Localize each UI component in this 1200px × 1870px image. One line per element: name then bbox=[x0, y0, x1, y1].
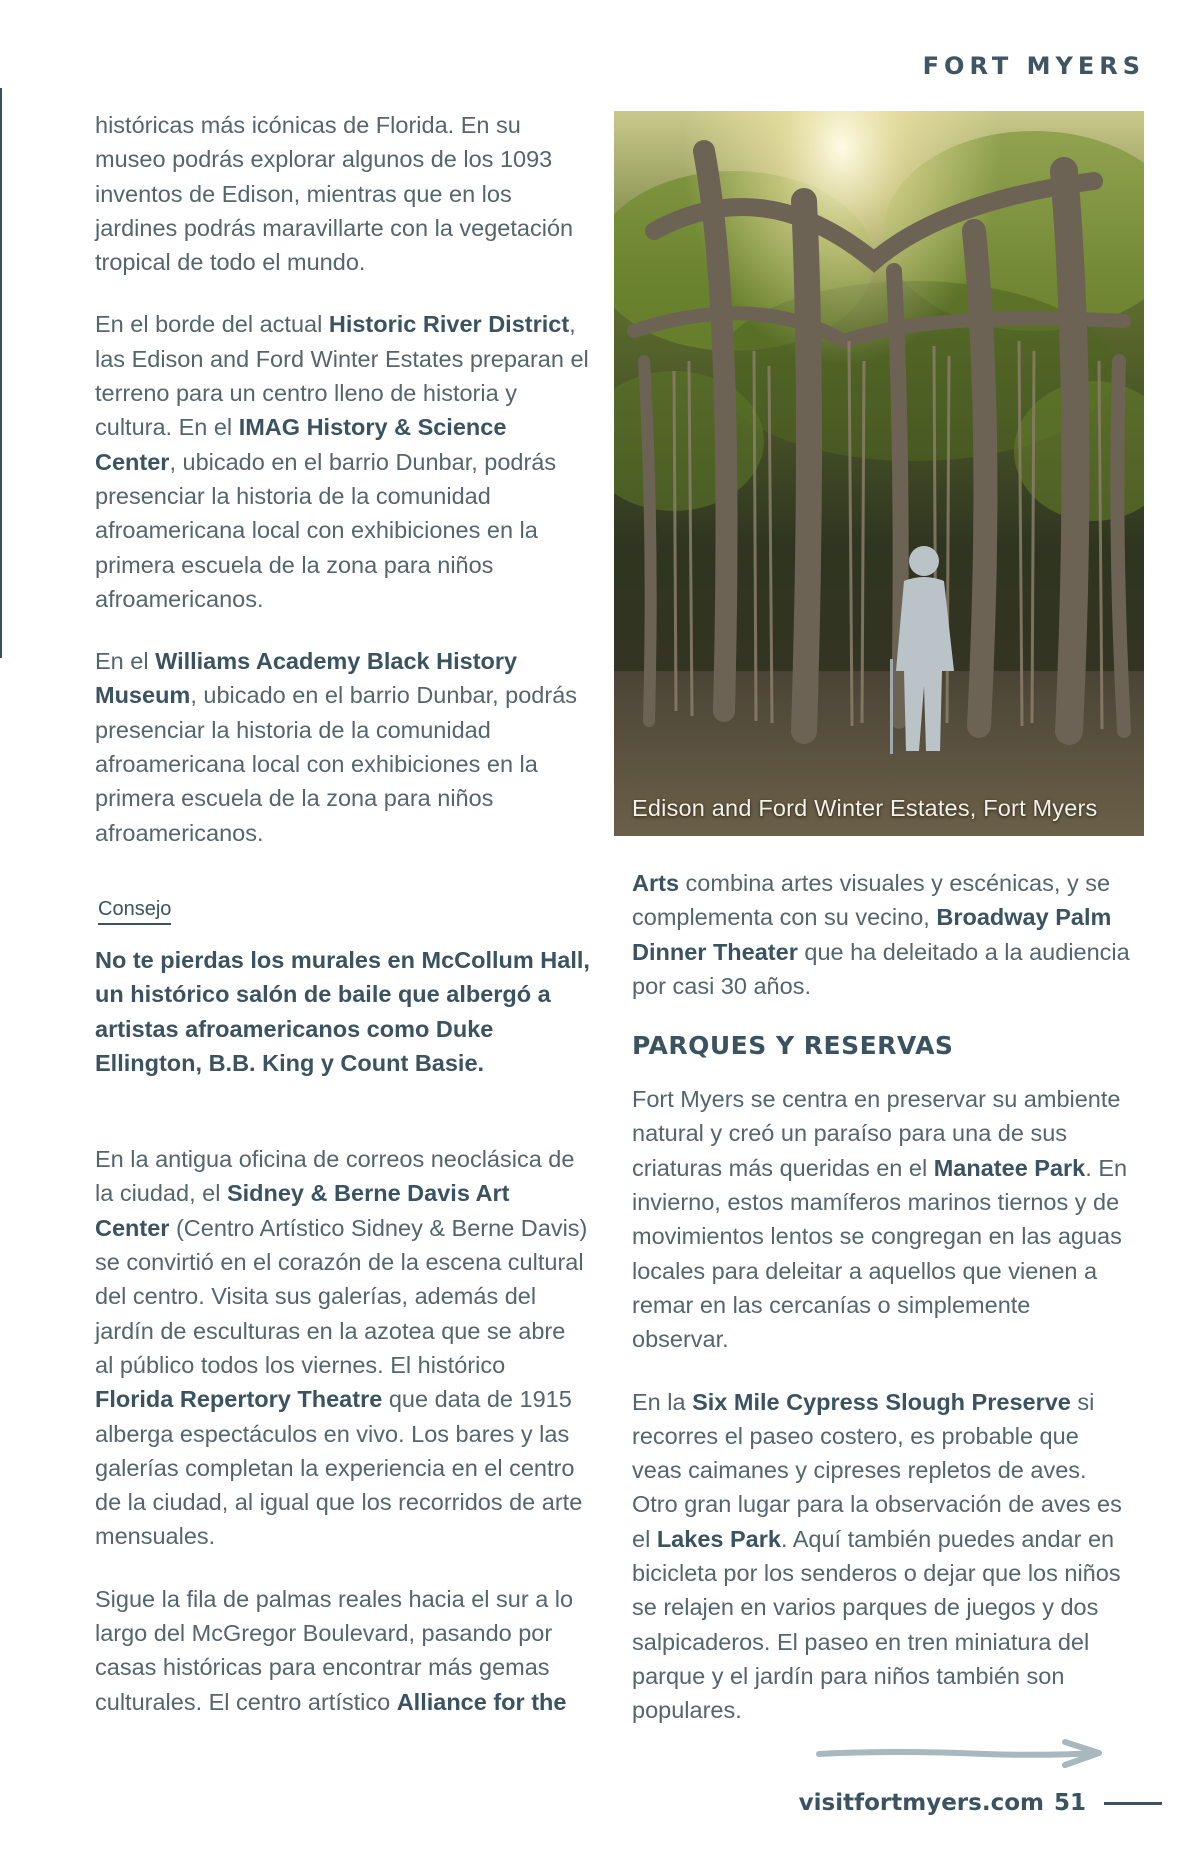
edison-statue-photo bbox=[614, 111, 1144, 836]
text-segment: (Centro Artístico Sidney & Berne Davis) se convirtió en el corazón de la escena cultural del centro. Visita sus galerías, además del jardín de esculturas en la azotea que se abre al público todos los viernes. El histórico bbox=[95, 1214, 588, 1378]
section-heading: PARQUES Y RESERVAS bbox=[632, 1031, 954, 1061]
text-segment: Fort Myers se centra en preservar su ambiente natural y creó un paraíso para una de sus criaturas más queridas en el bbox=[632, 1086, 1121, 1181]
text-segment: En el borde del actual bbox=[95, 311, 329, 338]
paragraph-manatee-park bbox=[632, 1082, 1132, 1356]
paragraph-williams-academy bbox=[95, 644, 590, 850]
place-name: Sidney & Berne Davis Art Center bbox=[95, 1180, 510, 1241]
text-segment: combina artes visuales y escénicas, y se complementa con su vecino, bbox=[632, 870, 1111, 931]
text-segment: , las Edison and Ford Winter Estates preparan el terreno para un centro lleno de historia y cultura. En el bbox=[95, 311, 589, 441]
place-name: Arts bbox=[632, 870, 680, 896]
text-segment: En la antigua oficina de correos neoclásica de la ciudad, el bbox=[95, 1146, 575, 1207]
place-name: Historic River District bbox=[328, 311, 570, 338]
left-column bbox=[95, 108, 590, 1747]
text-segment: . En invierno, estos mamíferos marinos tiernos y de movimientos lentos se congregan en las aguas locales para deleitar a aquellos que vienen a remar en las cercanías o simplemente observar. bbox=[632, 1154, 1128, 1353]
paragraph-mcgregor bbox=[95, 1582, 590, 1719]
text-segment: , ubicado en el barrio Dunbar, podrás presenciar la historia de la comunidad afroamericana local con exhibiciones en la primera escuela de la zona para niños afroamericanos. bbox=[95, 448, 557, 612]
margin-rule bbox=[0, 88, 2, 658]
paragraph-alliance-arts bbox=[632, 866, 1132, 1003]
place-name: IMAG History & Science Center bbox=[95, 414, 507, 475]
place-name: Six Mile Cypress Slough Preserve bbox=[692, 1388, 1071, 1415]
paragraph-art-center bbox=[95, 1142, 590, 1554]
page-footer bbox=[799, 1790, 1162, 1816]
text-segment: que ha deleitado a la audiencia por casi 30 años. bbox=[632, 938, 1130, 999]
text-segment: En el bbox=[95, 648, 156, 675]
place-name: Lakes Park bbox=[656, 1525, 781, 1552]
tip-label: Consejo bbox=[98, 898, 171, 925]
text-segment: En la bbox=[632, 1388, 693, 1415]
place-name: Broadway Palm Dinner Theater bbox=[632, 904, 1112, 965]
footer-website: visitfortmyers.com bbox=[798, 1790, 1044, 1816]
tip-text: No te pierdas los murales en McCollum Hall, un histórico salón de baile que albergó a artistas afroamericanos como Duke Ellington, B.B. King y Count Basie. bbox=[95, 946, 590, 1076]
place-name: Manatee Park bbox=[933, 1154, 1086, 1181]
text-segment: Sigue la fila de palmas reales hacia el sur a lo largo del McGregor Boulevard, pasando por casas históricas para encontrar más gemas culturales. El centro artístico bbox=[95, 1585, 574, 1715]
paragraph-six-mile-cypress bbox=[632, 1385, 1132, 1728]
right-column bbox=[632, 866, 1132, 1756]
place-name: Florida Repertory Theatre bbox=[95, 1386, 383, 1413]
place-name: Alliance for the bbox=[396, 1688, 567, 1715]
page-number: 51 bbox=[1053, 1790, 1086, 1816]
text-segment: si recorres el paseo costero, es probable que veas caimanes y cipreses repletos de aves. Otro gran lugar para la observación de aves es el bbox=[632, 1388, 1122, 1552]
photo-caption: Edison and Ford Winter Estates, Fort Myers bbox=[632, 795, 1098, 821]
banyan-tree-illustration bbox=[614, 111, 1144, 836]
page-header-title: FORT MYERS bbox=[922, 52, 1145, 80]
text-segment: que data de 1915 alberga espectáculos en vivo. Los bares y las galerías completan la experiencia en el centro de la ciudad, al igual que los recorridos de arte mensuales. bbox=[95, 1386, 583, 1550]
text-segment: . Aquí también puedes andar en bicicleta por los senderos o dejar que los niños se relajen en varios parques de juegos y dos salpicaderos. El paseo en tren miniatura del parque y el jardín para niños también son populares. bbox=[632, 1525, 1121, 1724]
paragraph-river-district bbox=[95, 307, 590, 616]
arrow-right-icon bbox=[815, 1738, 1105, 1768]
footer-rule bbox=[1104, 1802, 1162, 1805]
text-segment: , ubicado en el barrio Dunbar, podrás presenciar la historia de la comunidad afroamericana local con exhibiciones en la primera escuela de la zona para niños afroamericanos. bbox=[95, 682, 578, 846]
place-name: Williams Academy Black History Museum bbox=[95, 648, 518, 709]
paragraph-edison-museum: históricas más icónicas de Florida. En su museo podrás explorar algunos de los 1093 inventos de Edison, mientras que en los jardines podrás maravillarte con la vegetación tropical de todo el mundo. bbox=[95, 112, 574, 276]
